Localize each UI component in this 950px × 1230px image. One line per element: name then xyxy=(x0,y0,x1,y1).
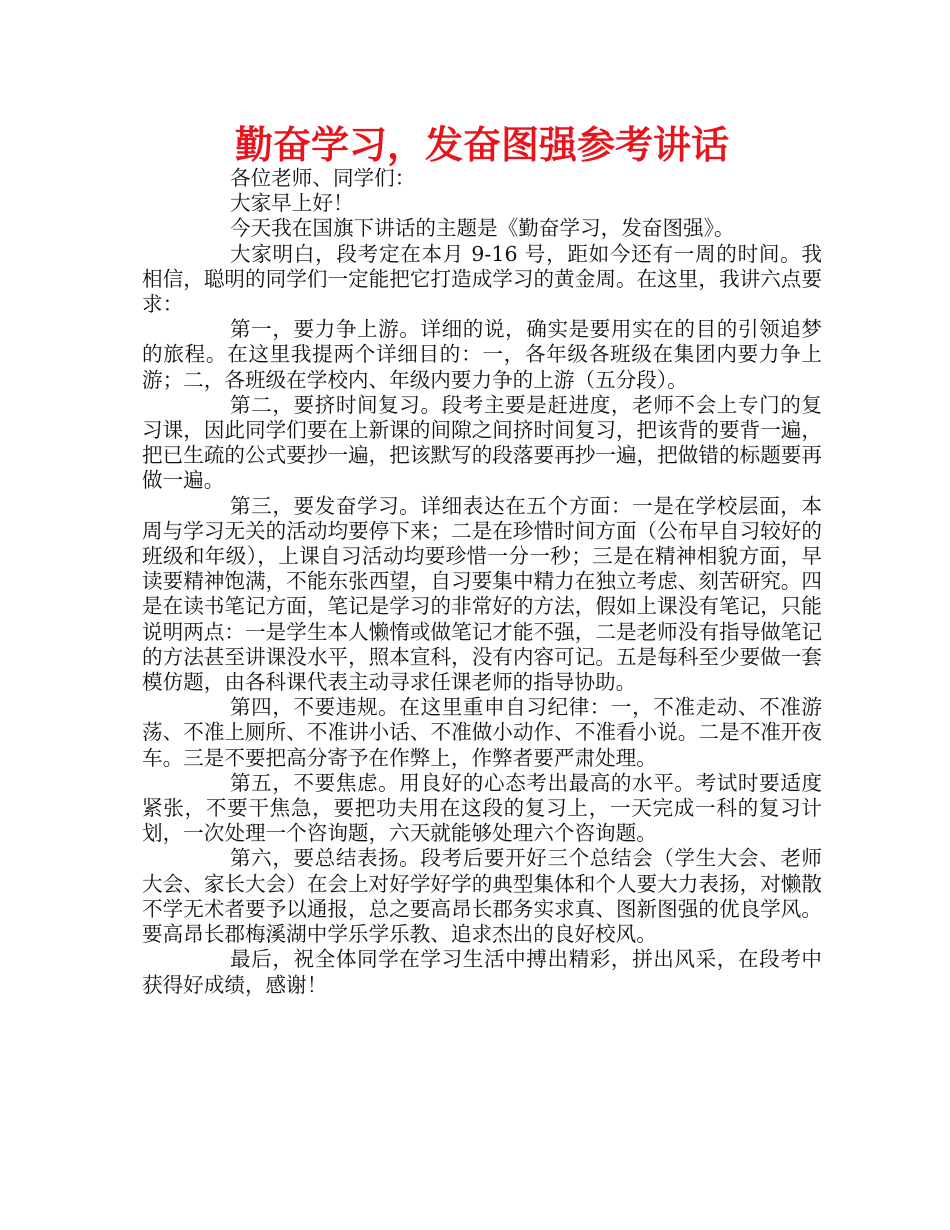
paragraph-closing: 最后，祝全体同学在学习生活中搏出精彩，拼出风采，在段考中获得好成绩，感谢！ xyxy=(142,947,822,997)
paragraph-intro: 大家明白，段考定在本月 9-16 号，距如今还有一周的时间。我相信，聪明的同学们一定能把它打造成学习的黄金周。在这里，我讲六点要求： xyxy=(142,241,822,317)
document-page xyxy=(142,120,822,998)
paragraph-point-2: 第二，要挤时间复习。段考主要是赶进度，老师不会上专门的复习课，因此同学们要在上新课的间隙之间挤时间复习，把该背的要背一遍，把已生疏的公式要抄一遍，把该默写的段落要再抄一遍，把做错的标题要再做一遍。 xyxy=(142,392,822,493)
paragraph-point-3: 第三，要发奋学习。详细表达在五个方面：一是在学校层面，本周与学习无关的活动均要停下来；二是在珍惜时间方面（公布早自习较好的班级和年级），上课自习活动均要珍惜一分一秒；三是在精神相貌方面，早读要精神饱满，不能东张西望，自习要集中精力在独立考虑、刻苦研究。四是在读书笔记方面，笔记是学习的非常好的方法，假如上课没有笔记，只能说明两点：一是学生本人懒惰或做笔记才能不强，二是老师没有指导做笔记的方法甚至讲课没水平，照本宣科，没有内容可记。五是每科至少要做一套模仿题，由各科课代表主动寻求任课老师的指导协助。 xyxy=(142,493,822,695)
paragraph-theme: 今天我在国旗下讲话的主题是《勤奋学习，发奋图强》。 xyxy=(230,216,735,241)
paragraph-point-5: 第五，不要焦虑。用良好的心态考出最高的水平。考试时要适度紧张，不要干焦急，要把功夫用在这段的复习上，一天完成一科的复习计划，一次处理一个咨询题，六天就能够处理六个咨询题。 xyxy=(142,770,822,846)
paragraph-point-1: 第一，要力争上游。详细的说，确实是要用实在的目的引领追梦的旅程。在这里我提两个详细目的：一，各年级各班级在集团内要力争上游；二，各班级在学校内、年级内要力争的上游（五分段）。 xyxy=(142,317,822,392)
greeting: 大家早上好！ xyxy=(230,191,354,216)
salutation: 各位老师、同学们： xyxy=(230,166,416,190)
paragraph-point-4: 第四，不要违规。在这里重申自习纪律：一，不准走动、不准游荡、不准上厕所、不准讲小话、不准做小动作、不准看小说。二是不准开夜车。三是不要把高分寄予在作弊上，作弊者要严肃处理。 xyxy=(142,695,822,770)
paragraph-point-6: 第六，要总结表扬。段考后要开好三个总结会（学生大会、老师大会、家长大会）在会上对好学好学的典型集体和个人要大力表扬，对懒散不学无术者要予以通报，总之要高昂长郡务实求真、图新图强的优良学风。要高昂长郡梅溪湖中学乐学乐教、追求杰出的良好校风。 xyxy=(142,846,822,947)
document-body xyxy=(142,166,822,998)
document-title: 勤奋学习，发奋图强参考讲话 xyxy=(234,123,729,167)
